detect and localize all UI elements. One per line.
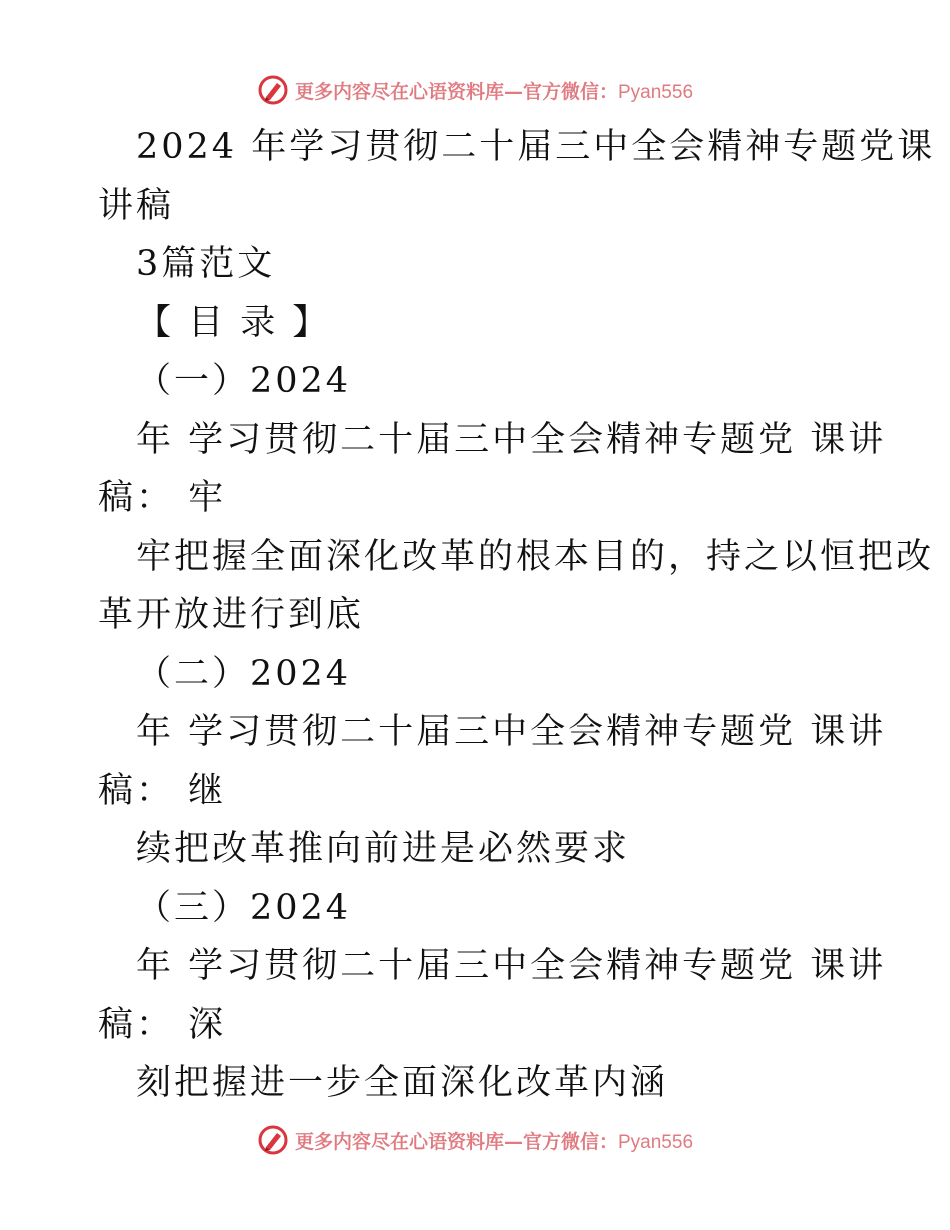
- header-watermark-banner: [0, 70, 950, 110]
- pen-logo-icon: [257, 74, 289, 106]
- watermark-text: 更多内容尽在心语资料库—官方微信：Pyan556: [294, 80, 694, 103]
- watermark-text: 更多内容尽在心语资料库—官方微信：Pyan556: [294, 1130, 694, 1153]
- document-line: 讲稿: [98, 185, 175, 226]
- document-line: 年 学习贯彻二十届三中全会精神专题党 课讲: [136, 712, 887, 752]
- document-line: 革开放进行到底: [98, 595, 365, 635]
- document-line: 刻把握进一步全面深化改革内涵: [136, 1063, 669, 1103]
- document-line: 【 目 录 】: [136, 302, 331, 343]
- document-line: （一）2024: [136, 361, 352, 401]
- document-line: 3篇范文: [136, 244, 276, 284]
- document-line: 年 学习贯彻二十届三中全会精神专题党 课讲: [136, 419, 887, 460]
- document-line: 续把改革推向前进是必然要求: [136, 829, 631, 869]
- document-line: 稿： 牢: [98, 478, 227, 518]
- document-line: （二）2024: [136, 653, 352, 694]
- document-line: 牢把握全面深化改革的根本目的，持之以恒把改: [136, 536, 935, 577]
- document-line: 稿： 深: [98, 1004, 227, 1045]
- document-line: 2024 年学习贯彻二十届三中全会精神专题党课: [136, 127, 936, 167]
- document-line: 稿： 继: [98, 770, 227, 811]
- document-line: （三）2024: [136, 887, 352, 928]
- pen-logo-icon: [257, 1124, 289, 1156]
- document-line: 年 学习贯彻二十届三中全会精神专题党 课讲: [136, 946, 887, 986]
- footer-watermark-banner: [0, 1120, 950, 1160]
- document-body: [98, 118, 936, 1113]
